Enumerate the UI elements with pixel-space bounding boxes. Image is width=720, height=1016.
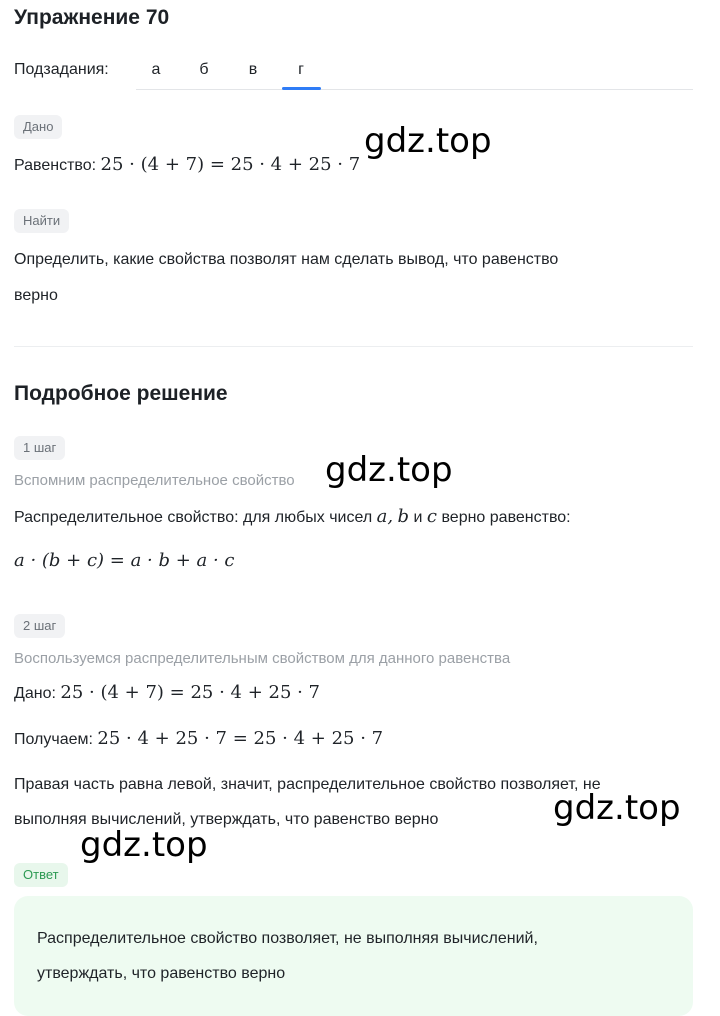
watermark-4: gdz.top [80,825,208,865]
step2-given-equation: 25 · (4 + 7) = 25 · 4 + 25 · 7 [60,682,321,703]
section-divider [14,346,693,347]
tabs-divider [136,89,693,90]
var-a: a, [376,506,394,527]
var-c: c [426,506,438,527]
step1-hint: Вспомним распределительное свойство [14,472,295,489]
tab-b[interactable]: б [199,61,209,78]
answer-box [14,896,693,1016]
step1-text-suffix: верно равенство: [441,509,571,526]
active-tab-indicator [282,87,321,90]
var-b: b [397,506,410,527]
watermark-1: gdz.top [364,121,492,161]
step2-given [14,681,320,706]
watermark-2: gdz.top [325,450,453,490]
and-word: и [413,509,423,526]
conclusion-line-2: выполняя вычислений, утверждать, что равенство верно [14,811,439,828]
tab-v[interactable]: в [248,61,258,78]
tab-g[interactable]: г [298,61,304,78]
answer-tag: Ответ [14,863,68,887]
find-line-2: верно [14,287,58,304]
solution-title: Подробное решение [14,382,228,405]
step2-result [14,727,383,752]
find-tag: Найти [14,209,69,233]
distributive-formula: a · (b + c) = a · b + a · c [14,550,235,571]
given-tag: Дано [14,115,62,139]
step1-text-prefix: Распределительное свойство: для любых чисел [14,509,373,526]
answer-line-2: утверждать, что равенство верно [37,965,286,982]
step2-hint: Воспользуемся распределительным свойством для данного равенства [14,650,511,667]
step2-result-prefix: Получаем: [14,731,93,748]
find-line-1: Определить, какие свойства позволят нам сделать вывод, что равенство [14,251,559,268]
watermark-3: gdz.top [553,788,681,828]
subtasks-label: Подзадания: [14,61,109,78]
answer-line-1: Распределительное свойство позволяет, не выполняя вычислений, [37,930,538,947]
step2-given-prefix: Дано: [14,685,56,702]
given-equation: 25 · (4 + 7) = 25 · 4 + 25 · 7 [100,154,361,175]
step2-tag: 2 шаг [14,614,65,638]
step1-tag: 1 шаг [14,436,65,460]
given-prefix: Равенство: [14,157,97,174]
step1-text [14,505,571,530]
step2-result-equation: 25 · 4 + 25 · 7 = 25 · 4 + 25 · 7 [97,728,384,749]
page-title: Упражнение 70 [14,6,170,29]
conclusion-line-1: Правая часть равна левой, значит, распределительное свойство позволяет, не [14,776,601,793]
given-line [14,153,360,178]
tab-a[interactable]: а [151,61,161,78]
